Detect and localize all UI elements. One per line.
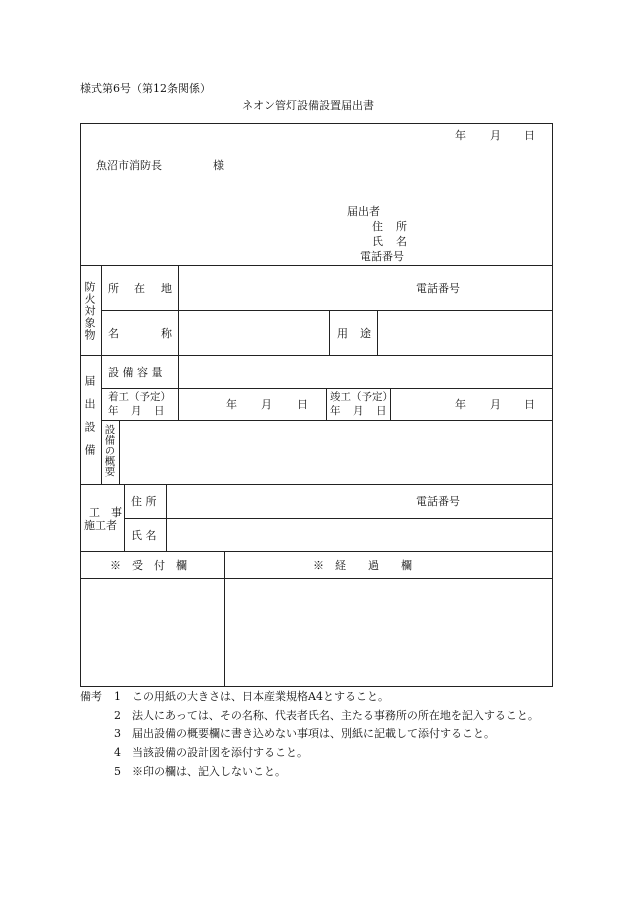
date-year-label: 年 bbox=[455, 129, 466, 142]
completion-date-label: 竣工（予定） bbox=[330, 391, 393, 403]
notified-equipment-label: 届出設備 bbox=[83, 375, 96, 467]
page-title: ネオン管灯設備設置届出書 bbox=[242, 99, 374, 112]
note-number: 3 bbox=[114, 727, 121, 740]
location-label-a: 所 bbox=[108, 282, 119, 295]
name-label-b: 名 bbox=[396, 235, 407, 248]
name-label-a: 氏 bbox=[372, 235, 383, 248]
note-number: 4 bbox=[114, 746, 121, 759]
date-month-label: 月 bbox=[490, 129, 501, 142]
notifier-label: 届出者 bbox=[347, 205, 380, 218]
start-date-ymd: 年 月 日 bbox=[108, 405, 166, 417]
completion-date-ymd: 年 月 日 bbox=[330, 405, 388, 417]
note-number: 2 bbox=[114, 709, 121, 722]
contractor-label-a: 工 事 bbox=[89, 506, 122, 519]
form-number: 様式第6号（第12条関係） bbox=[80, 82, 211, 95]
honorific: 様 bbox=[213, 159, 224, 172]
completion-year-label: 年 bbox=[455, 398, 466, 411]
address-label-b: 所 bbox=[396, 220, 407, 233]
addressee: 魚沼市消防長 bbox=[96, 159, 162, 172]
address-label-a: 住 bbox=[372, 220, 383, 233]
fire-target-label: 防火対象物 bbox=[83, 281, 96, 341]
note-number: 5 bbox=[114, 765, 121, 778]
location-label-c: 地 bbox=[161, 282, 172, 295]
use-label-b: 途 bbox=[360, 327, 371, 340]
note-number: 1 bbox=[114, 690, 121, 703]
note-text: 届出設備の概要欄に書き込めない事項は、別紙に記載して添付すること。 bbox=[132, 727, 495, 740]
fire-target-phone-label: 電話番号 bbox=[416, 282, 460, 295]
completion-day-label: 日 bbox=[524, 398, 535, 411]
start-year-label: 年 bbox=[226, 398, 237, 411]
location-label-b: 在 bbox=[134, 282, 145, 295]
phone-label: 電話番号 bbox=[360, 250, 404, 263]
contractor-name-label: 氏 名 bbox=[131, 529, 157, 542]
overview-label: 設備の概要 bbox=[103, 424, 116, 477]
date-day-label: 日 bbox=[524, 129, 535, 142]
contractor-address-label: 住 所 bbox=[131, 495, 157, 508]
contractor-label-b: 施工者 bbox=[84, 519, 117, 532]
start-date-label: 着工（予定） bbox=[108, 391, 171, 403]
note-text: この用紙の大きさは、日本産業規格A4とすること。 bbox=[132, 690, 389, 703]
start-month-label: 月 bbox=[261, 398, 272, 411]
notes-label: 備考 bbox=[80, 690, 102, 703]
note-text: 法人にあっては、その名称、代表者氏名、主たる事務所の所在地を記入すること。 bbox=[132, 709, 539, 722]
progress-column-header: ※ 経 過 欄 bbox=[313, 559, 412, 572]
reception-column-header: ※ 受 付 欄 bbox=[110, 559, 187, 572]
note-text: ※印の欄は、記入しないこと。 bbox=[132, 765, 286, 778]
completion-month-label: 月 bbox=[490, 398, 501, 411]
note-text: 当該設備の設計図を添付すること。 bbox=[132, 746, 308, 759]
contractor-phone-label: 電話番号 bbox=[416, 495, 460, 508]
start-day-label: 日 bbox=[297, 398, 308, 411]
use-label-a: 用 bbox=[337, 327, 348, 340]
name-label-b: 称 bbox=[161, 327, 172, 340]
capacity-label: 設 備 容 量 bbox=[108, 366, 163, 379]
name-label-a: 名 bbox=[108, 327, 119, 340]
